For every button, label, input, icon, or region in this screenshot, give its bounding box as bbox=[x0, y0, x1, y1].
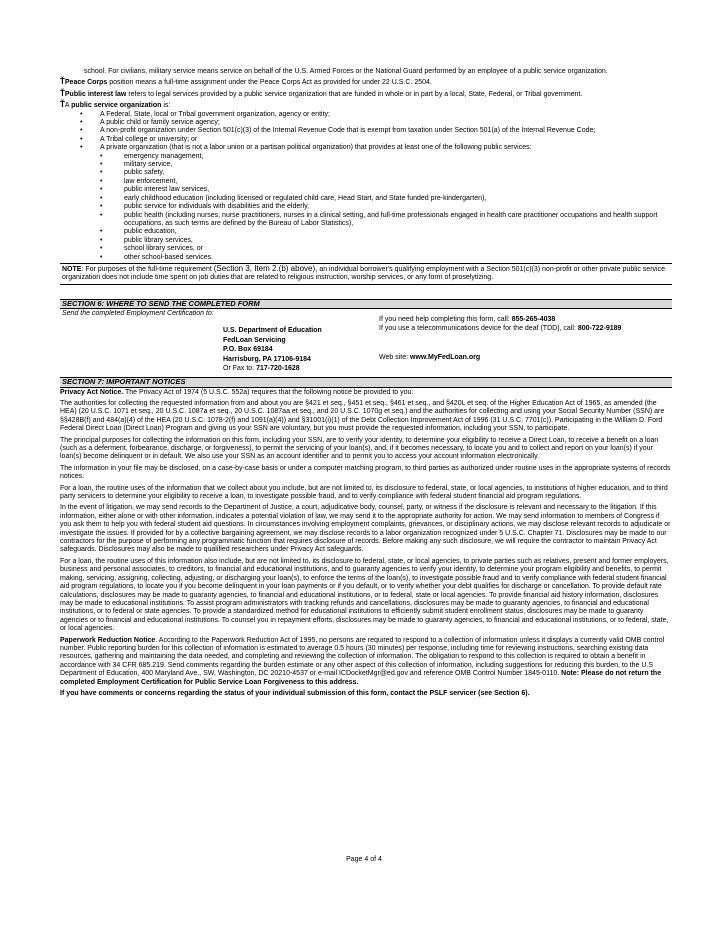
list-item: • law enforcement, bbox=[60, 178, 672, 186]
notice-paragraph: The authorities for collecting the requested information from and about you are §421 et seq., §451 et seq., §461 et seq., and §420L et seq. of the Higher Education Act of 1965, as amended (the HEA) (20 U.S.C. 1071 et seq., 20 U.S.C. 1087a et seq., 20 U.S.C. 1087aa et seq., and 20 U.S.C. 1070g et seq.) and the authorities for collecting and using your Social Security Number (SSN) are §§428B(f) and 484(a)(4) of the HEA (20 U.S.C. 1078-2(f) and 1091(a)(4)) and §31001(i)(1) of the Debt Collection Improvement Act of 1996 (31 U.S.C. 7701(c)). Participating in the William D. Ford Federal Direct Loan (Direct Loan) Program and giving us your SSN are voluntary, but you must provide the requested information, including your SSN, to participate. bbox=[60, 399, 665, 433]
document-page bbox=[60, 68, 672, 701]
fax-label: Or Fax to: bbox=[223, 365, 255, 373]
list-item: • A private organization (that is not a labor union or a partisan political organization) that provides at least one of the following public services: bbox=[60, 144, 672, 152]
section-7-heading: SECTION 7: IMPORTANT NOTICES bbox=[60, 377, 672, 387]
notice-paragraph: For a loan, the routine uses of this information also include, but are not limited to, its disclosure to federal, state, or local agencies, to private parties such as relatives, present and former employers, business and personal associates, to creditors, to financial and educational institutions, and to guaranty agencies to verify your identity, to determine your program eligibility and benefits, to permit making, servicing, assigning, collecting, adjusting, or discharging your loan(s), to enforce the terms of the loan(s), to investigate possible fraud and to verify compliance with federal student financial aid program regulations, to locate you if you become delinquent in your loan payments or if you default, or to verify whether your debt qualifies for discharge or cancellation. To provide default rate calculations, disclosures may be made to guaranty agencies, to financial and educational institutions, or to federal, state or local agencies. To provide financial aid history information, disclosures may be made to educational institutions. To assist program administrators with tracking refunds and cancellations, disclosures may be made to guaranty agencies, to financial and educational institutions, or to federal or state agencies. To provide a standardized method for educational institutions to efficiently submit student enrollment status, disclosures may be made to guaranty agencies or to financial and educational institutions. To counsel you in repayment efforts, disclosures may be made to guaranty agencies, to financial and educational institutions, or to federal, state, or local agencies. bbox=[60, 557, 669, 633]
organization-types-list bbox=[60, 111, 672, 153]
address-line: P.O. Box 69184 bbox=[223, 346, 273, 354]
spacer bbox=[60, 285, 672, 299]
note-text-c: an individual borrower's qualifying employment with a Section 501(c)(3) non-profit or other private public service organization does not include time spent on job duties that are related to religious instruction, worship services, or any form of proselytizing. bbox=[62, 265, 665, 282]
help-text: If you need help completing this form, call: bbox=[379, 316, 510, 324]
checkmark-icon: Ť bbox=[60, 88, 65, 98]
note-text-a: : For purposes of the full-time requirement bbox=[81, 265, 212, 273]
list-item: • public education, bbox=[60, 228, 672, 236]
help-contacts bbox=[379, 315, 621, 333]
website-link[interactable]: www.MyFedLoan.org bbox=[410, 354, 481, 362]
list-item: • A Federal, State, local or Tribal government organization, agency or entity; bbox=[60, 111, 672, 119]
notice-paragraph: In the event of litigation, we may send records to the Department of Justice, a court, adjudicative body, counsel, party, or witness if the disclosure is relevant and necessary to the litigation. If this information, either alone or with other information, indicates a potential violation of law, we may send it to the appropriate authority for action. We may send information to members of Congress if you ask them to help you with federal student aid questions. In circumstances involving employment complaints, grievances, or disciplinary actions, we may disclose relevant records to adjudicate or investigate the issues. If provided for by a collective bargaining agreement, we may disclose records to a labor organization recognized under 5 U.S.C. Chapter 71. Disclosures may be made to our contractors for the purpose of performing any programmatic function that requires disclosure of records. Before making any such disclosure, we will require the contractor to maintain Privacy Act safeguards. Disclosures may also be made to qualified researchers under Privacy Act safeguards. bbox=[60, 504, 671, 554]
list-item: • public interest law services, bbox=[60, 186, 672, 194]
checkmark-icon: Ť bbox=[60, 100, 65, 110]
website-line bbox=[379, 354, 480, 362]
list-item: • A non-profit organization under Section 501(c)(3) of the Internal Revenue Code that is exempt from taxation under Section 501(a) of the Internal Revenue Code; bbox=[60, 127, 672, 135]
list-item: • public service for individuals with disabilities and the elderly, bbox=[60, 203, 672, 211]
list-item: • public safety, bbox=[60, 169, 672, 177]
mailing-address bbox=[223, 326, 322, 374]
list-item: • A public child or family service agency; bbox=[60, 119, 672, 127]
list-item: • school library services, or bbox=[60, 245, 672, 253]
paperwork-reduction-notice bbox=[60, 637, 672, 687]
paperwork-label: Paperwork Reduction Notice bbox=[60, 636, 156, 644]
privacy-act-label: Privacy Act Notice. bbox=[60, 388, 124, 396]
final-contact-text: If you have comments or concerns regarding the status of your individual submission of this form, contact the PSLF servicer (see Section 6). bbox=[60, 689, 530, 697]
section-7-body bbox=[60, 389, 672, 699]
fax-number: 717-720-1628 bbox=[256, 365, 300, 373]
paperwork-text: . According to the Paperwork Reduction Act of 1995, no persons are required to respond to a collection of information unless it displays a currently valid OMB control number. Public reporting burden for this collection of information is estimated to average 0.5 hours (30 minutes) per response, including time for reviewing instructions, searching existing data resources, gathering and maintaining the data needed, and completing and reviewing the collection of information. The obligation to respond to this collection is required to obtain a benefit in accordance with 34 CFR 685.219. Send comments regarding the burden estimate or any other aspect of this collection of information, including suggestions for reducing this burden, to the U.S Department of Education, 400 Maryland Ave., SW, Washington, DC 20210-4537 or e-mail ICDocketMgr@ed.gov and reference OMB Control Number 1845-0110. bbox=[60, 636, 665, 678]
public-interest-law-text: refers to legal services provided by a public service organization that are funded in whole or in part by a local, State, Federal, or Tribal government. bbox=[128, 90, 583, 98]
privacy-act-intro-text: The Privacy Act of 1974 (5 U.S.C. 552a) requires that the following notice be provided to you: bbox=[125, 388, 414, 396]
final-contact-note bbox=[60, 690, 672, 698]
address-line: FedLoan Servicing bbox=[223, 336, 286, 344]
help-line bbox=[379, 315, 621, 324]
notice-paragraph: For a loan, the routine uses of the information that we collect about you include, but are not limited to, its disclosure to federal, state, or local agencies, to institutions of higher education, and to third party servicers to determine your eligibility to receive a loan, to investigate possible fraud, and to verify compliance with federal student financial aid program regulations. bbox=[60, 484, 668, 501]
list-item: • public library services, bbox=[60, 237, 672, 245]
peace-corps-definition bbox=[60, 78, 672, 87]
religious-activity-note bbox=[60, 263, 672, 285]
peace-corps-term: Peace Corps bbox=[64, 79, 108, 87]
page-number: Page 4 of 4 bbox=[346, 856, 382, 863]
web-label: Web site: bbox=[379, 354, 409, 362]
public-interest-law-definition bbox=[60, 90, 672, 99]
definitions-list bbox=[60, 68, 672, 262]
public-service-org-definition bbox=[60, 101, 672, 110]
notice-paragraph: The principal purposes for collecting the information on this form, including your SSN, are to verify your identity, to determine your eligibility to receive a Direct Loan, to receive a benefit on a loan (such as a deferment, forbearance, discharge, or forgiveness), to permit the servicing of your loan(s), and, if it becomes necessary, to locate you and to collect and report on your loan(s) if your loan(s) become delinquent or in default. We also use your SSN as an account identifier and to permit you to access your account information electronically. bbox=[60, 436, 659, 461]
address-line: Harrisburg, PA 17106-9184 bbox=[223, 355, 311, 363]
section-6-heading: SECTION 6: WHERE TO SEND THE COMPLETED FORM bbox=[60, 299, 672, 309]
list-item: • public health (including nurses, nurse practitioners, nurses in a clinical setting, and full-time professionals engaged in health care practitioner occupations and health support occupations, as such terms are defined by the Bureau of Labor Statistics), bbox=[60, 212, 672, 229]
section-6-body bbox=[60, 309, 672, 377]
public-service-org-term: public service organization bbox=[71, 102, 162, 110]
help-phone: 855-265-4038 bbox=[511, 316, 556, 324]
paperwork-bold-note: Note: Please do not return the completed Employment Certification for Public Service Loan Forgiveness to this address. bbox=[60, 670, 662, 686]
public-services-list bbox=[60, 153, 672, 262]
note-label: NOTE bbox=[62, 265, 82, 273]
public-interest-law-term: Public interest law bbox=[64, 90, 127, 98]
note-text-b: (Section 3, Item 2.(b) above), bbox=[213, 263, 318, 273]
peace-corps-text: position means a full-time assignment under the Peace Corps Act as provided for under 22 U.S.C. 2504. bbox=[109, 79, 432, 87]
checkmark-icon: Ť bbox=[60, 77, 65, 87]
list-item: • early childhood education (including licensed or regulated child care, Head Start, and State funded pre-kindergarten), bbox=[60, 195, 672, 203]
tdd-text: If you use a telecommunications device for the deaf (TDD), call: bbox=[379, 325, 576, 333]
notice-paragraph: The information in your file may be disclosed, on a case-by-case basis or under a computer matching program, to third parties as authorized under routine uses in the appropriate systems of records notices. bbox=[60, 464, 671, 481]
public-service-org-prefix: A bbox=[64, 102, 70, 110]
list-item: • other school-based services. bbox=[60, 254, 672, 262]
tdd-line bbox=[379, 324, 621, 333]
list-item: • A Tribal college or university; or bbox=[60, 136, 672, 144]
fax-line bbox=[223, 364, 322, 374]
tdd-phone: 800-722-9189 bbox=[577, 325, 622, 333]
privacy-act-intro bbox=[60, 389, 672, 397]
list-item: • military service, bbox=[60, 161, 672, 169]
military-service-definition-tail: school. For civilians, military service means service on behalf of the U.S. Armed Forces or the National Guard performed by an employee of a public service organization. bbox=[84, 68, 608, 75]
list-item: • emergency management, bbox=[60, 153, 672, 161]
address-line: U.S. Department of Education bbox=[223, 327, 322, 335]
section-6-intro: Send the completed Employment Certification to: bbox=[62, 310, 214, 318]
public-service-org-suffix: is: bbox=[163, 102, 171, 110]
